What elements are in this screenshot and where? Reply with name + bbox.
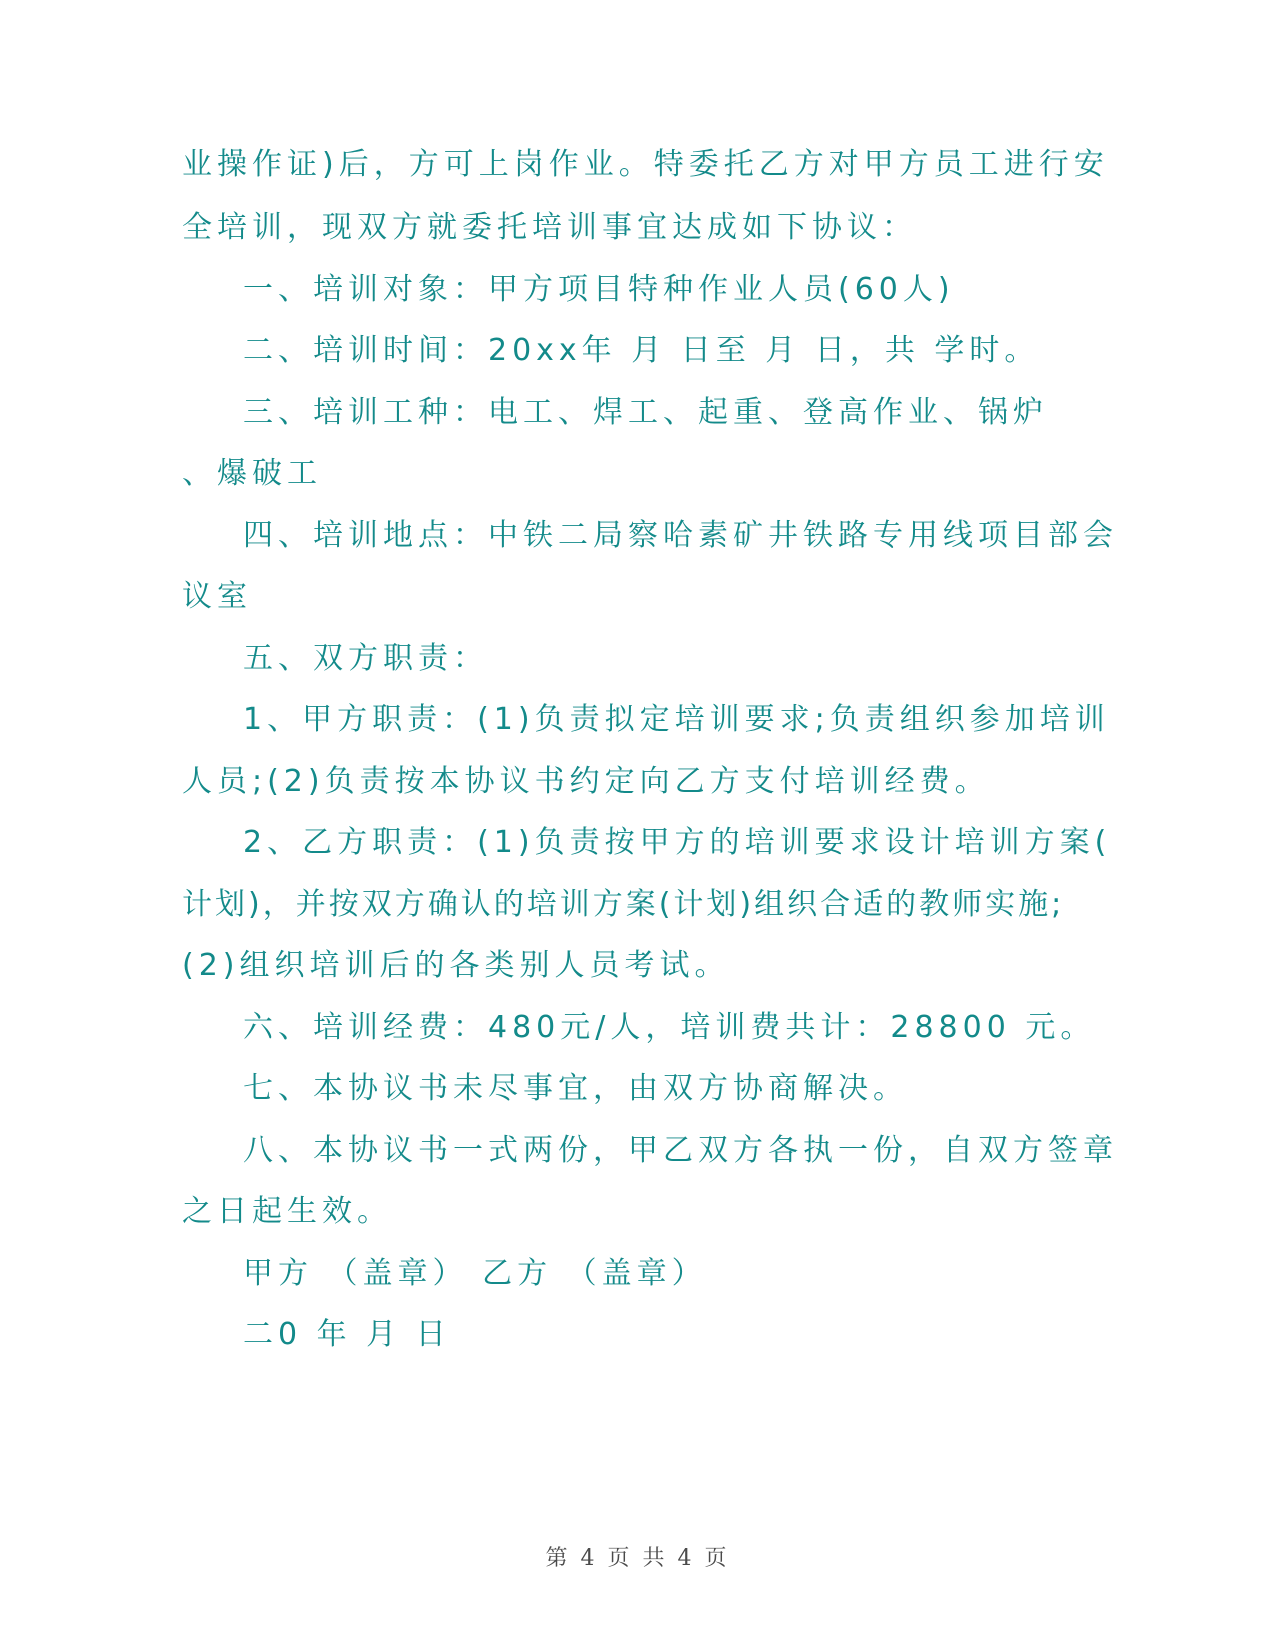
signature-line: 甲方 （盖章） 乙方 （盖章） xyxy=(243,1256,707,1291)
date-line: 二0 年 月 日 xyxy=(243,1317,451,1352)
clause-party-b-duties: 2、乙方职责：(1)负责按甲方的培训要求设计培训方案( xyxy=(243,825,1112,860)
body-line: 计划)，并按双方确认的培训方案(计划)组织合适的教师实施; xyxy=(182,887,1065,922)
page-number-footer: 第 4 页 共 4 页 xyxy=(545,1546,730,1571)
body-line: 、爆破工 xyxy=(182,456,322,491)
body-line: (2)组织培训后的各类别人员考试。 xyxy=(182,948,730,983)
clause-copies: 八、本协议书一式两份，甲乙双方各执一份，自双方签章 xyxy=(243,1133,1118,1168)
clause-training-location: 四、培训地点：中铁二局察哈素矿井铁路专用线项目部会 xyxy=(243,518,1118,553)
clause-training-target: 一、培训对象：甲方项目特种作业人员(60人) xyxy=(243,272,955,307)
clause-training-trades: 三、培训工种：电工、焊工、起重、登高作业、锅炉 xyxy=(243,395,1048,430)
clause-party-a-duties: 1、甲方职责：(1)负责拟定培训要求;负责组织参加培训 xyxy=(243,702,1110,737)
clause-training-fee: 六、培训经费：480元/人，培训费共计：28800 元。 xyxy=(243,1010,1096,1045)
body-line: 之日起生效。 xyxy=(182,1194,392,1229)
clause-training-time: 二、培训时间：20xx年 月 日至 月 日，共 学时。 xyxy=(243,333,1040,368)
body-line: 议室 xyxy=(182,579,252,614)
body-line: 全培训，现双方就委托培训事宜达成如下协议： xyxy=(182,210,917,245)
clause-other-matters: 七、本协议书未尽事宜，由双方协商解决。 xyxy=(243,1071,908,1106)
body-line: 业操作证)后，方可上岗作业。特委托乙方对甲方员工进行安 xyxy=(182,147,1109,182)
clause-responsibilities: 五、双方职责： xyxy=(243,641,488,676)
body-line: 人员;(2)负责按本协议书约定向乙方支付培训经费。 xyxy=(182,764,990,799)
